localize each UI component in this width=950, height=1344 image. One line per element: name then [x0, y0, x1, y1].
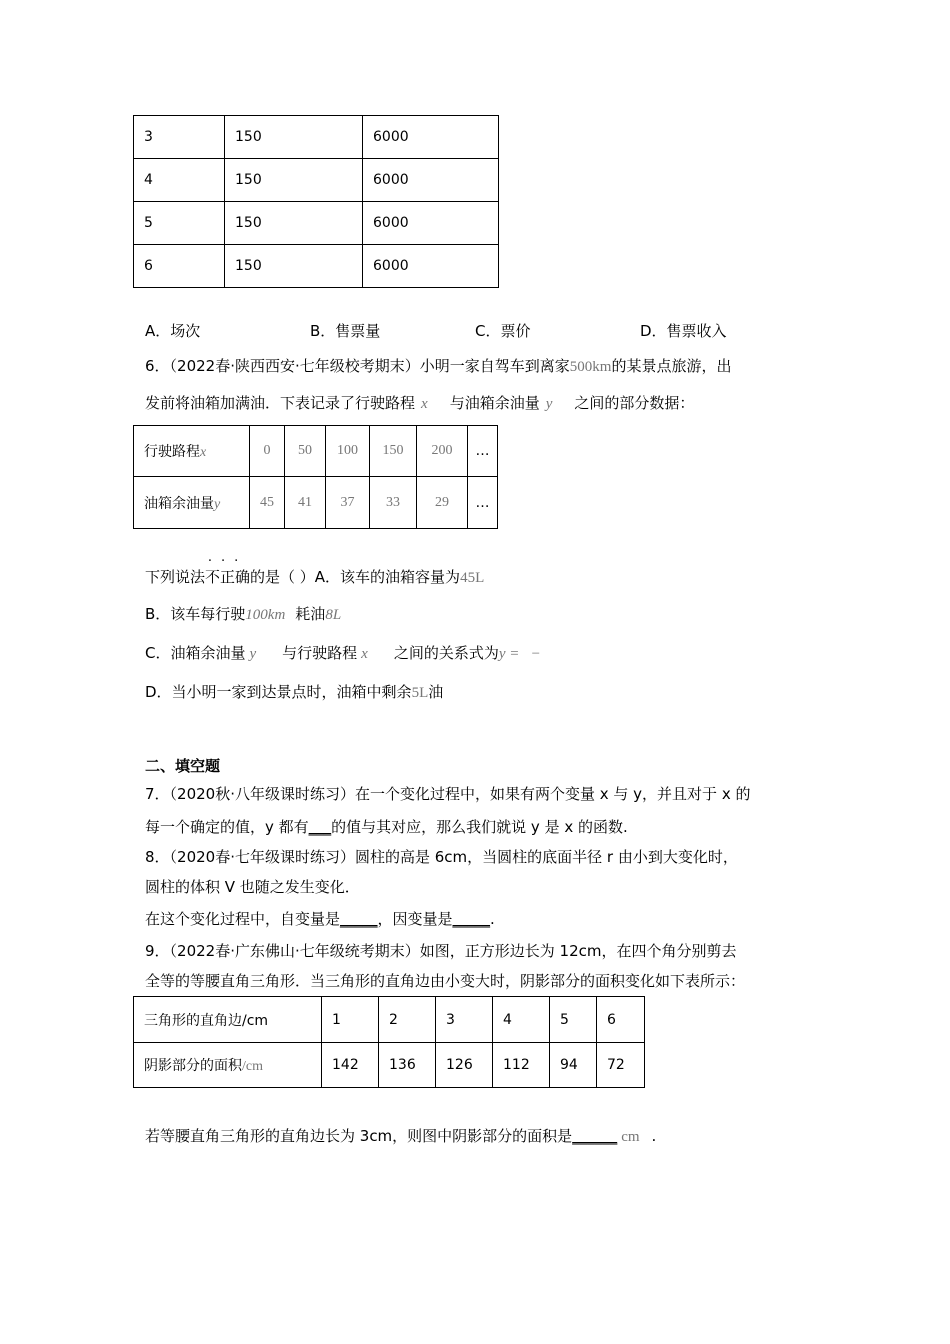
q8-line1: 8．（2020春·七年级课时练习）圆柱的高是 6cm，当圆柱的底面半径 r 由小到大变化时， — [145, 848, 738, 866]
q6-option-d — [145, 681, 443, 702]
q8-blank-dependent[interactable]: _____ — [452, 910, 491, 928]
table-row — [134, 477, 498, 529]
table-cell: … — [468, 426, 498, 477]
table-cell: 150 — [225, 116, 363, 159]
table-cell: 126 — [436, 1043, 493, 1088]
table-cell: 100 — [326, 426, 370, 477]
q6-fuel: 8L — [325, 607, 342, 623]
table-row — [134, 426, 498, 477]
q9-unit: cm — [621, 1129, 640, 1145]
table-cell: 5 — [550, 997, 597, 1043]
table-cell: 150 — [225, 159, 363, 202]
q9-line1: 9．（2022春·广东佛山·七年级统考期末）如图，正方形边长为 12cm，在四个角分别剪去 — [145, 942, 737, 960]
q6-text: 下列说法 — [145, 568, 206, 586]
q5-option-c: C．票价 — [475, 322, 531, 340]
q7-text: 的值与其对应，那么我们就说 y 是 x 的函数. — [331, 818, 628, 836]
q6-text: 发前将油箱加满油．下表记录了行驶路程 — [145, 394, 416, 412]
table-header-cell: 阴影部分的面积/cm — [134, 1043, 322, 1088]
table-row — [134, 202, 499, 245]
table-row — [134, 245, 499, 288]
q7-line2 — [145, 816, 628, 837]
q9-text: . — [651, 1127, 657, 1145]
q5-option-d: D．售票收入 — [640, 322, 727, 340]
table-header-cell: 行驶路程x — [134, 426, 250, 477]
q6-capacity: 45L — [460, 570, 485, 586]
table-cell: 150 — [225, 202, 363, 245]
q6-table — [133, 425, 498, 529]
q6-var-y: y — [249, 646, 257, 662]
q8-text: ，因变量是 — [377, 910, 453, 928]
table-cell: 200 — [417, 426, 468, 477]
top-table — [133, 115, 499, 288]
q6-text: 之间的关系式为 — [393, 644, 499, 662]
q6-option-c — [145, 642, 541, 663]
q6-text: 耗油 — [295, 605, 326, 623]
q6-var-x: x — [361, 646, 368, 662]
table-cell: 50 — [285, 426, 326, 477]
q8-line3 — [145, 908, 495, 929]
q6-option-b — [145, 603, 341, 624]
q6-text: 的某景点旅游，出 — [611, 357, 732, 375]
table-cell: 4 — [134, 159, 225, 202]
q8-line2: 圆柱的体积 V 也随之发生变化． — [145, 878, 360, 896]
table-row — [134, 116, 499, 159]
q6-distance: 500km — [569, 359, 612, 375]
section-title: 二、填空题 — [145, 757, 221, 775]
table-row — [134, 1043, 645, 1088]
q6-line2 — [145, 392, 694, 413]
q7-blank[interactable]: ___ — [308, 818, 332, 836]
table-cell: 6000 — [363, 202, 499, 245]
table-cell: … — [468, 477, 498, 529]
q6-emphasis: 不正确 ··· — [205, 554, 251, 586]
table-cell: 136 — [379, 1043, 436, 1088]
q9-blank[interactable]: ______ — [572, 1127, 618, 1145]
table-cell: 6 — [597, 997, 645, 1043]
table-cell: 6000 — [363, 159, 499, 202]
q8-text: 在这个变化过程中，自变量是 — [145, 910, 341, 928]
q7-line1: 7．（2020秋·八年级课时练习）在一个变化过程中，如果有两个变量 x 与 y，并且对于 x 的 — [145, 785, 751, 803]
q9-text: 若等腰直角三角形的直角边长为 3cm，则图中阴影部分的面积是 — [145, 1127, 573, 1145]
table-cell: 112 — [493, 1043, 550, 1088]
table-cell: 0 — [250, 426, 285, 477]
q6-stem — [145, 554, 485, 587]
table-cell: 3 — [436, 997, 493, 1043]
q6-text: 之间的部分数据： — [574, 394, 695, 412]
q9-answer-line — [145, 1125, 656, 1146]
table-cell: 45 — [250, 477, 285, 529]
table-cell: 150 — [370, 426, 417, 477]
table-row — [134, 997, 645, 1043]
table-cell: 2 — [379, 997, 436, 1043]
q5-option-b: B．售票量 — [310, 322, 381, 340]
q6-text: D．当小明一家到达景点时，油箱中剩余 — [145, 683, 412, 701]
table-cell: 150 — [225, 245, 363, 288]
q6-text: 的是（ ）A．该车的油箱容量为 — [250, 568, 461, 586]
q6-distance: 100km — [245, 607, 286, 623]
q6-text: 油 — [428, 683, 444, 701]
table-header-cell: 三角形的直角边/cm — [134, 997, 322, 1043]
table-cell: 6000 — [363, 245, 499, 288]
q6-text: B．该车每行驶 — [145, 605, 246, 623]
q6-text: 与行驶路程 — [282, 644, 358, 662]
q5-option-a: A．场次 — [145, 322, 201, 340]
q9-table — [133, 996, 645, 1088]
table-cell: 1 — [322, 997, 379, 1043]
q6-var-x: x — [421, 396, 428, 412]
q8-blank-independent[interactable]: _____ — [340, 910, 378, 928]
table-cell: 37 — [326, 477, 370, 529]
table-cell: 142 — [322, 1043, 379, 1088]
table-cell: 29 — [417, 477, 468, 529]
table-cell: 4 — [493, 997, 550, 1043]
q6-remaining: 5L — [411, 685, 429, 701]
q6-text: C．油箱余油量 — [145, 644, 246, 662]
q6-var-y: y — [545, 396, 553, 412]
table-cell: 5 — [134, 202, 225, 245]
table-row — [134, 159, 499, 202]
table-header-cell: 油箱余油量y — [134, 477, 250, 529]
q6-text: 与油箱余油量 — [449, 394, 540, 412]
table-cell: 6000 — [363, 116, 499, 159]
table-cell: 94 — [550, 1043, 597, 1088]
table-cell: 41 — [285, 477, 326, 529]
q9-line2: 全等的等腰直角三角形．当三角形的直角边由小变大时，阴影部分的面积变化如下表所示： — [145, 972, 746, 990]
table-cell: 6 — [134, 245, 225, 288]
q6-line1 — [145, 355, 731, 376]
table-cell: 33 — [370, 477, 417, 529]
q6-text: 6．（2022春·陕西西安·七年级校考期末）小明一家自驾车到离家 — [145, 357, 570, 375]
q8-text: . — [490, 910, 495, 928]
table-cell: 72 — [597, 1043, 645, 1088]
q6-equation: y = − — [498, 646, 541, 662]
table-cell: 3 — [134, 116, 225, 159]
q7-text: 每一个确定的值，y 都有 — [145, 818, 309, 836]
